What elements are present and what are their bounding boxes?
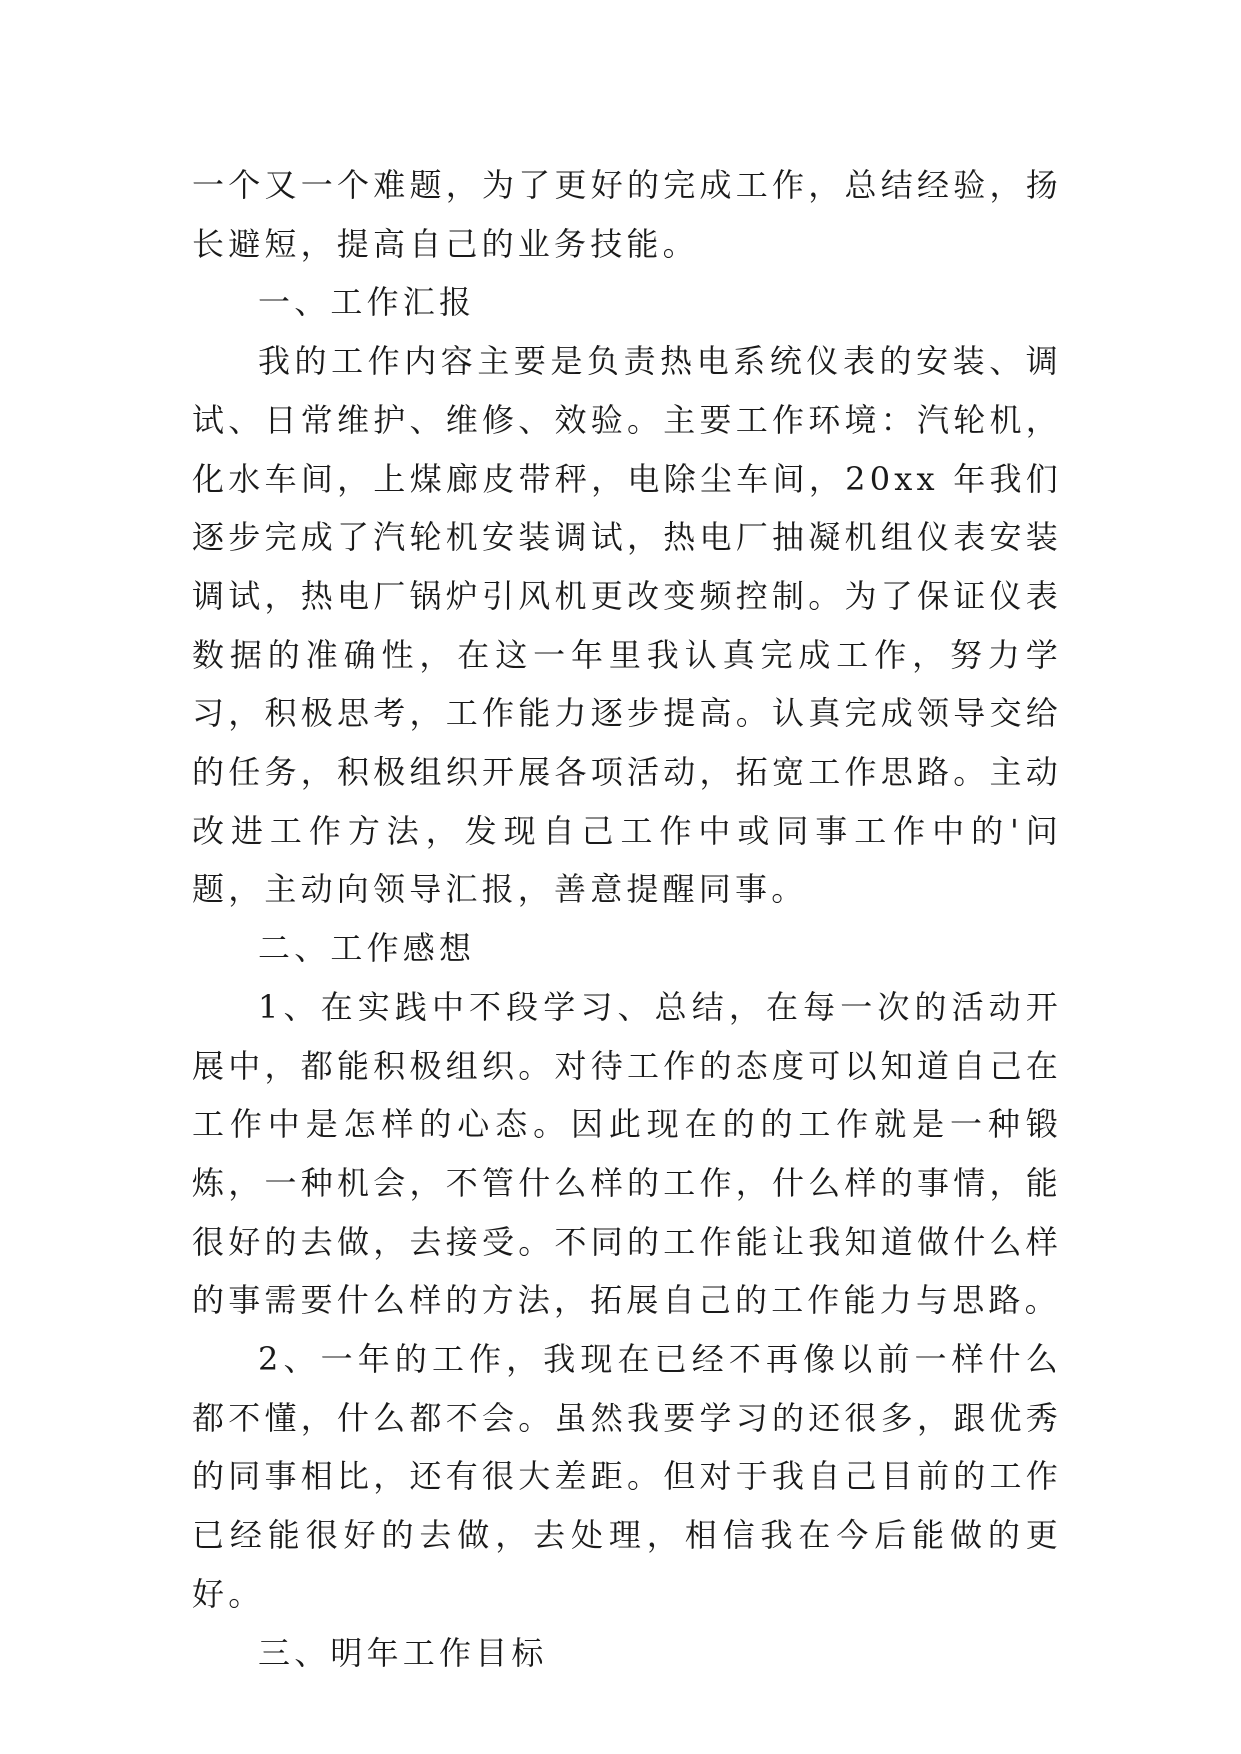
document-body xyxy=(192,156,1062,1682)
paragraph-reflection-2: 2、一年的工作，我现在已经不再像以前一样什么都不懂，什么都不会。虽然我要学习的还很多，跟优秀的同事相比，还有很大差距。但对于我自己目前的工作已经能很好的去做，去处理，相信我在今后能做的更好。 xyxy=(192,1340,1062,1613)
paragraph-reflection-1: 1、在实践中不段学习、总结，在每一次的活动开展中，都能积极组织。对待工作的态度可以知道自己在工作中是怎样的心态。因此现在的的工作就是一种锻炼，一种机会，不管什么样的工作，什么样的事情，能很好的去做，去接受。不同的工作能让我知道做什么样的事需要什么样的方法，拓展自己的工作能力与思路。 xyxy=(192,987,1062,1320)
section-heading-next-year-goals: 三、明年工作目标 xyxy=(258,1633,548,1672)
paragraph-work-report: 我的工作内容主要是负责热电系统仪表的安装、调试、日常维护、维修、效验。主要工作环境：汽轮机，化水车间，上煤廊皮带秤，电除尘车间，20xx 年我们逐步完成了汽轮机安装调试，热电厂抽凝机组仪表安装调试，热电厂锅炉引风机更改变频控制。为了保证仪表数据的准确性，在这一年里我认真完成工作，努力学习，积极思考，工作能力逐步提高。认真完成领导交给的任务，积极组织开展各项活动，拓宽工作思路。主动改进工作方法，发现自己工作中或同事工作中的'问题，主动向领导汇报，善意提醒同事。 xyxy=(192,342,1062,909)
section-heading-work-reflections: 二、工作感想 xyxy=(258,929,476,968)
section-heading-work-report: 一、工作汇报 xyxy=(258,283,476,322)
paragraph-continuation: 一个又一个难题，为了更好的完成工作，总结经验，扬长避短，提高自己的业务技能。 xyxy=(192,166,1062,263)
